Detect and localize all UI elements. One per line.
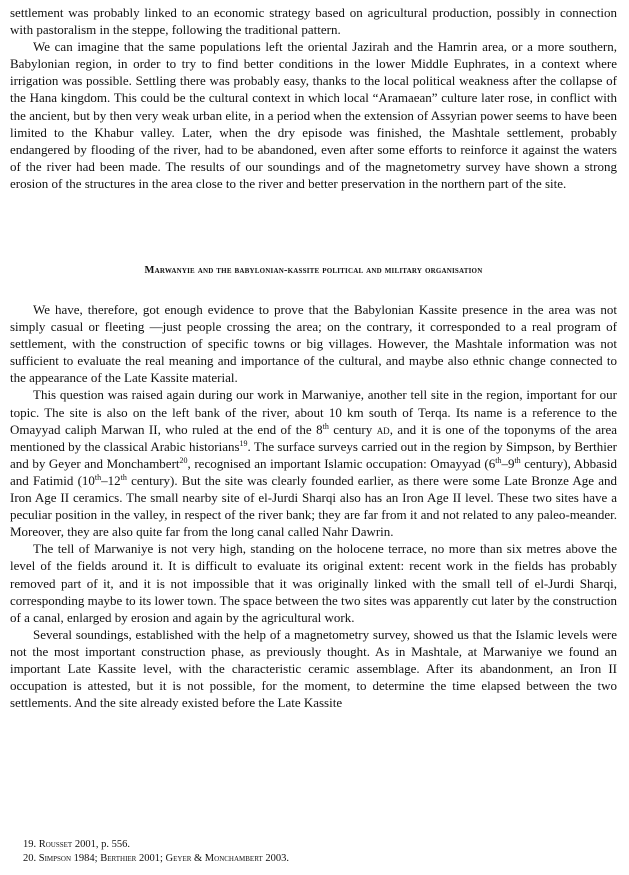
footnote-text: 1984; [71,853,101,864]
text-run: –9 [501,455,515,471]
text-run: This question was raised again during our work in Marwaniye, another tell site in the region, important for our topic. The site is also on the left bank of the river, about 10 km south of Terqa. Its name is a reference to the Omayyad caliph Marwan II, who ruled at the end of the 8 [10,387,617,437]
text-run: century), Abbasid and Fatimid (10 [10,455,618,488]
text-run: , and it is one of the toponyms of the area mentioned by the classical Arabic historians [10,421,618,454]
section-heading: Marwanyie and the babylonian-kassite political and military organisation [144,265,483,276]
footnote-author: Simpson [38,853,72,864]
footnote-author: Geyer & Monchambert [165,853,263,864]
footnote-author: Rousset [38,839,73,850]
footnote-number: 19. [23,839,39,850]
footnote-text: 2003. [262,853,289,864]
footnote-author: Berthier [100,853,137,864]
footnote-20 [23,852,289,866]
superscript: th [120,472,127,482]
superscript: th [322,421,329,431]
section-text-block [10,301,617,711]
text-run: –12 [101,472,121,488]
footnotes [23,838,289,866]
paragraph: Several soundings, established with the help of a magnetometry survey, showed us that the Islamic levels were not the most important construction phase, as previously thought. As in Mashtale, at Marwaniye we found an important Late Kassite level, with the characteristic ceramic assemblage. After its abandonment, an Iron II occupation is attested, but it is not possible, for the moment, to determine the time elapsed between the two settlements. And the site already existed before the Late Kassite [10,626,617,711]
intro-text-block [10,4,617,192]
paragraph: The tell of Marwaniye is not very high, standing on the holocene terrace, no more than six metres above the level of the fields around it. It is difficult to evaluate its original extent: recent work in the fields has probably removed part of it, and it is not impossible that it was originally linked with the small tell of el-Jurdi Sharqi, corresponding maybe to its lower town. The space between the two sites was apparently cut later by the construction of a canal, enlarged by erosion and again by the agricultural work. [10,541,617,625]
paragraph: We have, therefore, got enough evidence to prove that the Babylonian Kassite presence in the area was not simply casual or fleeting —just people crossing the area; on the contrary, it corresponded to a real program of settlement, with the construction of specific towns or big villages. However, the Mashtale information was not sufficient to evaluate the real meaning and importance of the cultural, and maybe also ethnic change connected to the appearance of the Late Kassite material. [10,302,617,386]
footnote-ref-20[interactable]: 20 [179,455,188,465]
footnote-text: 2001, p. 556. [72,839,130,850]
paragraph [10,386,617,540]
superscript: th [495,455,502,465]
text-run: . The surface surveys carried out in the region by Simpson, by Berthier and by Geyer and Monchambert [10,438,617,471]
era-abbreviation: ad [376,421,390,437]
footnote-19 [23,838,289,852]
superscript: th [514,455,521,465]
text-run: , recognised an important Islamic occupation: Omayyad (6 [187,455,496,471]
footnote-ref-19[interactable]: 19 [239,438,248,448]
footnote-text: 2001; [136,853,166,864]
paragraph: settlement was probably linked to an economic strategy based on agricultural production, possibly in connection with pastoralism in the steppe, following the traditional pattern. [10,5,617,38]
text-run: century). But the site was clearly founded earlier, as there were some Late Bronze Age and Iron Age II ceramics. The small nearby site of el-Jurdi Sharqi also has an Iron Age II level. These two sites have a peculiar position in the valley, in respect of the river bank; they are far from it and not related to any paleo-meander. Moreover, they are also quite far from the long canal called Nahr Dawrin. [10,472,618,540]
text-run: century [328,421,377,437]
superscript: th [94,472,102,482]
footnote-number: 20. [23,853,39,864]
paragraph: We can imagine that the same populations left the oriental Jazirah and the Hamrin area, or a more southern, Babylonian region, in order to try to find better conditions in the lower Middle Euphrates, in a context where irrigation was possible. Settling there was probably easy, thanks to the local political weakness after the collapse of the Hana kingdom. This could be the cultural context in which local “Aramaean” culture later rose, in conflict with the ancient, but by then very weak urban elite, in a period when the extension of Assyrian power seems to have been limited to the Khabur valley. Later, when the dry episode was finished, the Mashtale settlement, probably endangered by flooding of the river, had to be abandoned, even after some efforts to reinforce it against the waters of the river had been made. The results of our soundings and of the magnetometry survey have shown a strong erosion of the structures in the area close to the river and better preservation in the northern part of the site. [10,39,617,191]
